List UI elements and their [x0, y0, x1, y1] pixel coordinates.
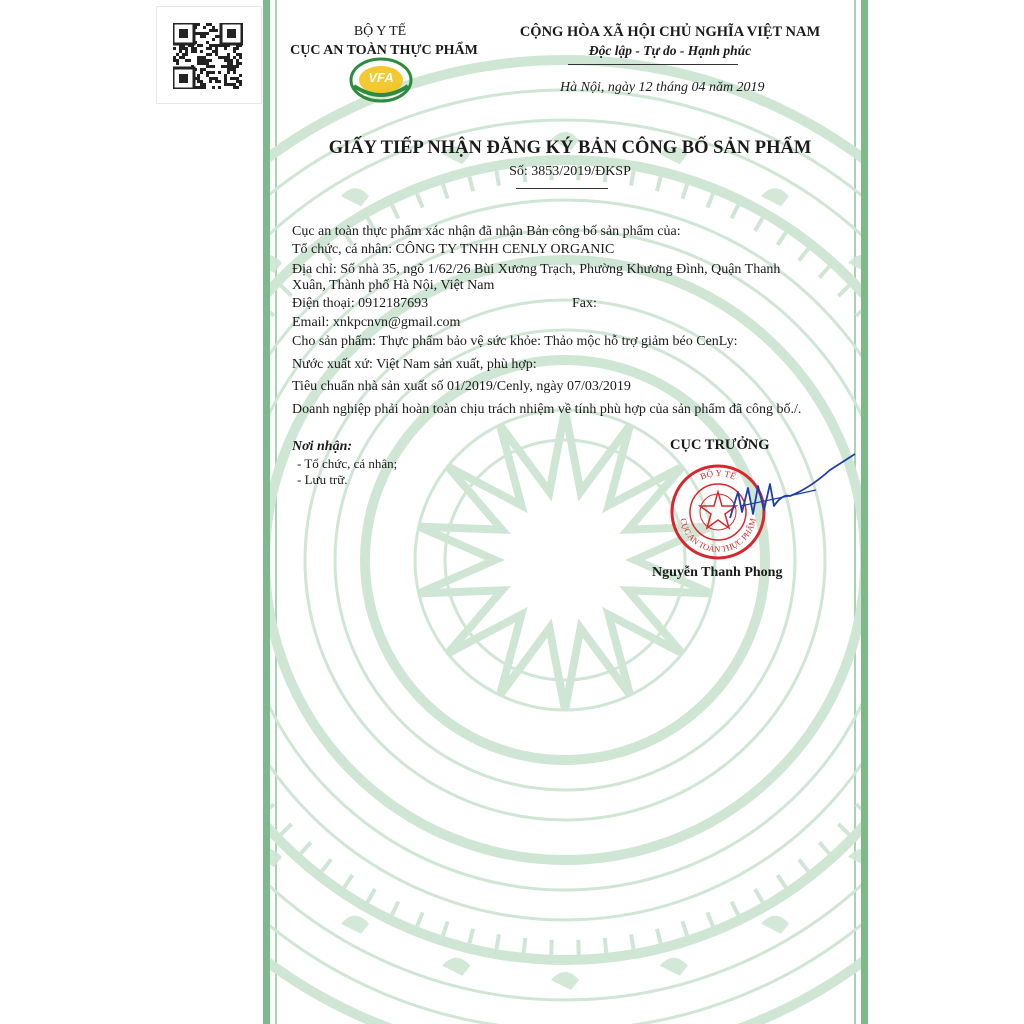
- agency-name: CỤC AN TOÀN THỰC PHẨM: [290, 43, 478, 58]
- issue-date: Hà Nội, ngày 12 tháng 04 năm 2019: [560, 80, 765, 95]
- handwritten-signature: [720, 448, 860, 538]
- recipient-item: - Tổ chức, cá nhân;: [297, 456, 398, 471]
- vfa-logo-icon: [348, 56, 414, 104]
- qr-code-thumbnail: [156, 6, 262, 104]
- ministry-name: BỘ Y TẾ: [353, 24, 407, 39]
- body-address-line-2: Xuân, Thành phố Hà Nội, Việt Nam: [292, 278, 495, 293]
- body-email: Email: xnkpcnvn@gmail.com: [292, 315, 461, 330]
- signer-position: CỤC TRƯỞNG: [670, 437, 770, 453]
- document-number: Số: 3853/2019/ĐKSP: [509, 164, 631, 179]
- stamp-top-text: BỘ Y TẾ: [698, 467, 738, 482]
- recipients-title: Nơi nhận:: [292, 439, 353, 454]
- stamp-bottom-text: CỤC AN TOÀN THỰC PHẨM: [678, 517, 758, 555]
- national-motto: Độc lập - Tự do - Hạnh phúc: [588, 43, 752, 58]
- number-underline: [516, 188, 608, 189]
- document-title: GIẤY TIẾP NHẬN ĐĂNG KÝ BẢN CÔNG BỐ SẢN PHẨM: [328, 138, 812, 158]
- qr-code-icon: [173, 23, 243, 89]
- body-phone: Điện thoại: 0912187693: [292, 296, 429, 311]
- body-product: Cho sản phẩm: Thực phẩm bảo vệ sức khỏe: Thảo mộc hỗ trợ giảm béo CenLy:: [292, 334, 738, 349]
- signer-name: Nguyễn Thanh Phong: [652, 565, 783, 580]
- motto-underline: [568, 64, 738, 65]
- vfa-logo-text: VFA: [368, 70, 394, 85]
- body-standard: Tiêu chuẩn nhà sản xuất số 01/2019/Cenly, ngày 07/03/2019: [292, 379, 631, 394]
- body-origin: Nước xuất xứ: Việt Nam sản xuất, phù hợp:: [292, 357, 537, 372]
- body-fax: Fax:: [572, 296, 597, 311]
- body-address-line-1: Địa chỉ: Số nhà 35, ngõ 1/62/26 Bùi Xương Trạch, Phường Khương Đình, Quận Thanh: [292, 262, 781, 277]
- body-organization: Tổ chức, cá nhân: CÔNG TY TNHH CENLY ORGANIC: [292, 242, 615, 257]
- body-responsibility: Doanh nghiệp phải hoàn toàn chịu trách nhiệm về tính phù hợp của sản phẩm đã công bố./.: [292, 402, 802, 417]
- recipient-item: - Lưu trữ.: [297, 472, 348, 487]
- republic-name: CỘNG HÒA XÃ HỘI CHỦ NGHĨA VIỆT NAM: [519, 24, 821, 40]
- body-intro: Cục an toàn thực phẩm xác nhận đã nhận Bản công bố sản phẩm của:: [292, 224, 681, 239]
